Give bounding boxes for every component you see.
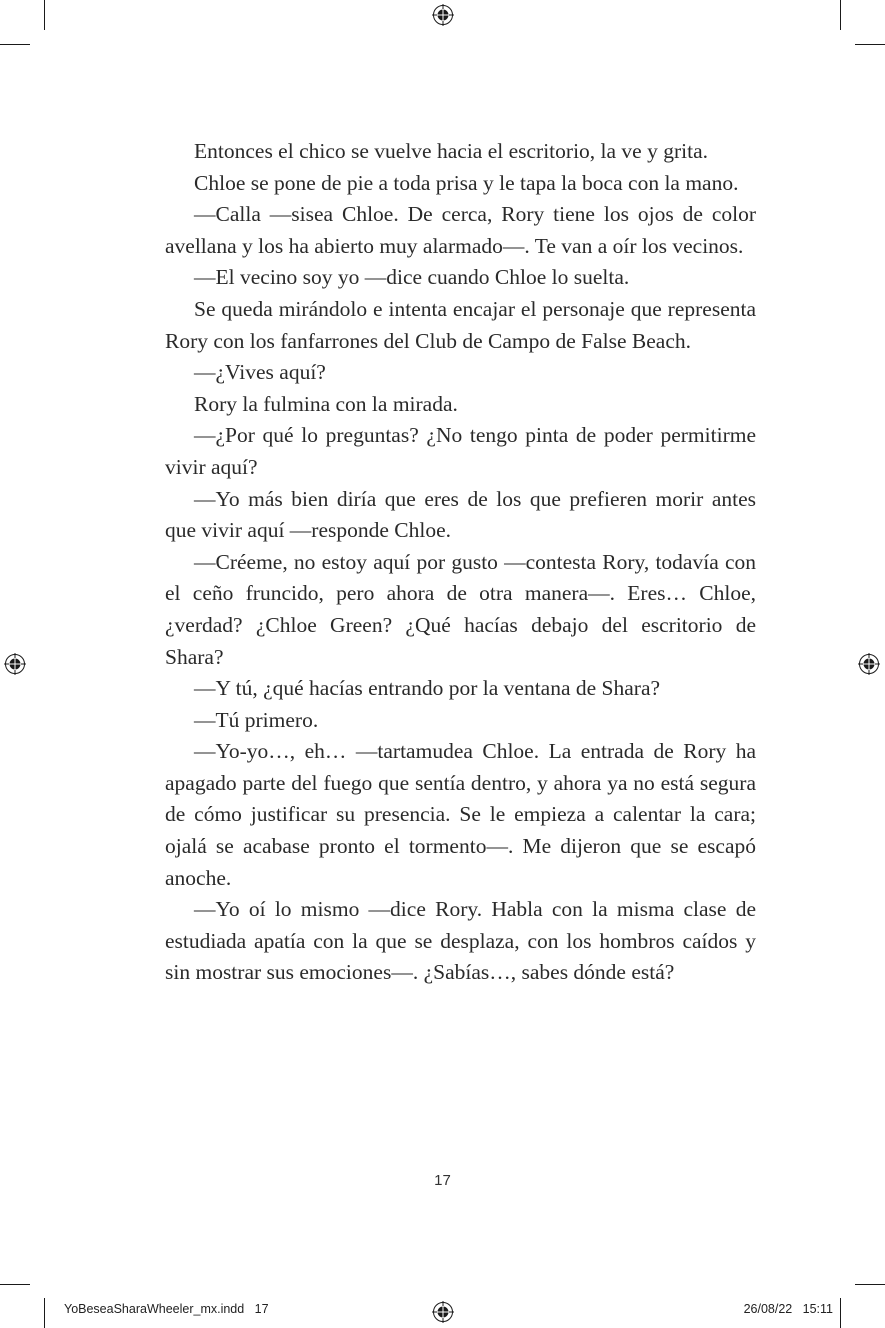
paragraph-2: Chloe se pone de pie a toda prisa y le tapa la boca con la mano. (194, 170, 739, 195)
paragraph-12: —Tú primero. (194, 707, 319, 732)
registration-mark-left-icon (4, 653, 26, 675)
registration-mark-top-icon (432, 4, 454, 26)
paragraph-8: —¿Por qué lo preguntas? ¿No tengo pinta de poder permitirme vivir aquí? (165, 423, 756, 479)
registration-mark-bottom-icon (432, 1301, 454, 1323)
crop-mark-bottom-right-h (855, 1284, 885, 1285)
paragraph-9: —Yo más bien diría que eres de los que prefieren morir antes que vivir aquí —responde Chloe. (165, 486, 756, 543)
paragraph-4: —El vecino soy yo —dice cuando Chloe lo suelta. (194, 265, 630, 290)
paragraph-14: —Yo oí lo mismo —dice Rory. Habla con la misma clase de estudiada apatía con la que se desplaza, con los hombros caídos y sin mostrar sus emociones—. ¿Sabías…, sabes dónde está? (165, 897, 756, 985)
crop-mark-top-right (840, 0, 841, 30)
paragraph-3: —Calla —sisea Chloe. De cerca, Rory tiene los ojos de color avellana y los ha abierto muy alarmado—. Te van a oír los vecinos. (165, 202, 756, 258)
paragraph-11: —Y tú, ¿qué hacías entrando por la ventana de Shara? (194, 676, 661, 701)
registration-mark-right-icon (858, 653, 880, 675)
crop-mark-bottom-left (44, 1298, 45, 1328)
slug-file-name: YoBeseaSharaWheeler_mx.indd 17 (64, 1302, 269, 1316)
paragraph-6: —¿Vives aquí? (194, 360, 326, 385)
paragraph-13: —Yo-yo…, eh… —tartamudea Chloe. La entrada de Rory ha apagado parte del fuego que sentía dentro, y ahora ya no está segura de cómo justificar su presencia. Se le empieza a calentar la cara; ojalá se acabase pronto el tormento—. Me dijeron que se escapó anoche. (165, 739, 756, 890)
slug-date-time: 26/08/22 15:11 (743, 1302, 833, 1316)
crop-mark-top-right-h (855, 44, 885, 45)
crop-mark-bottom-right (840, 1298, 841, 1328)
crop-mark-top-left (44, 0, 45, 30)
crop-mark-bottom-left-h (0, 1284, 30, 1285)
paragraph-10: —Créeme, no estoy aquí por gusto —contesta Rory, todavía con el ceño fruncido, pero ahora de otra manera—. Eres… Chloe, ¿verdad? ¿Chloe Green? ¿Qué hacías debajo del escritorio de Shara? (165, 549, 756, 669)
paragraph-7: Rory la fulmina con la mirada. (194, 391, 458, 416)
crop-mark-top-left-h (0, 44, 30, 45)
page-number: 17 (434, 1172, 451, 1189)
paragraph-1: Entonces el chico se vuelve hacia el escritorio, la ve y grita. (194, 139, 708, 163)
paragraph-5: Se queda mirándolo e intenta encajar el personaje que representa Rory con los fanfarrones del Club de Campo de False Beach. (165, 296, 756, 353)
body-text (165, 136, 756, 989)
